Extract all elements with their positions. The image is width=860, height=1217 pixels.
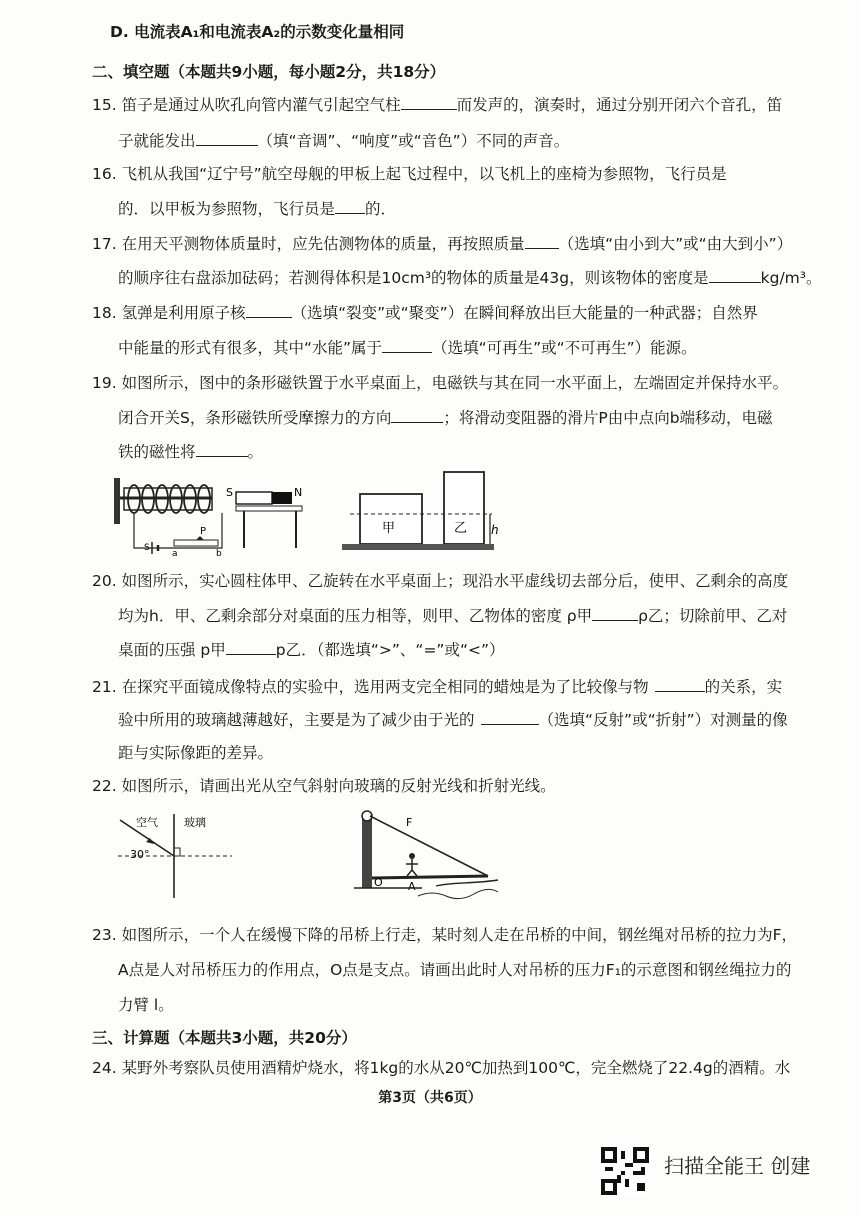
- label-p: P: [200, 526, 207, 537]
- q18-line1: 18. 氢弹是利用原子核 （选填“裂变”或“聚变”）在瞬间释放出巨大能量的一种武器；自然界: [92, 304, 758, 322]
- q16-line2: 的．以甲板为参照物，飞行员是 的．: [118, 200, 397, 218]
- figure-20-cylinders: [340, 468, 500, 554]
- q19-line2: 闭合开关S，条形磁铁所受摩擦力的方向 ；将滑动变阻器的滑片P由中点向b端移动，电磁: [118, 409, 773, 427]
- figure-23-drawbridge: [352, 806, 502, 900]
- q23-line2: A点是人对吊桥压力的作用点，O点是支点。请画出此时人对吊桥的压力F₁的示意图和钢丝绳拉力的: [118, 961, 792, 979]
- label-s: S: [226, 486, 233, 499]
- label-f: F: [406, 816, 413, 829]
- label-glass: 玻璃: [184, 816, 206, 829]
- section-3-heading: 三、计算题（本题共3小题，共20分）: [92, 1029, 357, 1047]
- label-jia: 甲: [382, 521, 396, 536]
- q17-blank2[interactable]: [709, 268, 761, 283]
- q18-blank2[interactable]: [382, 338, 432, 353]
- label-o: O: [374, 876, 383, 889]
- q20-line2: 均为h．甲、乙剩余部分对桌面的压力相等，则甲、乙物体的密度 ρ甲 ρ乙；切除前甲、乙对: [118, 607, 788, 625]
- q23-line3: 力臂 l。: [118, 996, 174, 1014]
- q16-line1: 16. 飞机从我国“辽宁号”航空母舰的甲板上起飞过程中，以飞机上的座椅为参照物，飞行员是: [92, 165, 727, 183]
- label-s-switch: S: [144, 543, 150, 553]
- q20-line3: 桌面的压强 p甲 p乙．（都选填“>”、“=”或“<”）: [118, 641, 505, 659]
- q20-line1: 20. 如图所示，实心圆柱体甲、乙旋转在水平桌面上；现沿水平虚线切去部分后，使甲、乙剩余的高度: [92, 572, 789, 590]
- label-h: h: [491, 523, 499, 537]
- label-n: N: [294, 486, 303, 499]
- q19-blank1[interactable]: [391, 408, 443, 423]
- label-yi: 乙: [454, 521, 468, 536]
- label-a: a: [172, 549, 178, 556]
- q24-line: 24. 某野外考察队员使用酒精炉烧水，将1kg的水从20℃加热到100℃，完全燃烧了22.4g的酒精。水: [92, 1059, 791, 1077]
- label-pa: A: [408, 880, 416, 893]
- q20-blank1[interactable]: [592, 606, 638, 621]
- q15-blank2[interactable]: [196, 131, 258, 146]
- label-angle: 30°: [130, 848, 150, 861]
- label-air: 空气: [136, 816, 158, 829]
- figure-19-electromagnet: [112, 470, 317, 556]
- qr-code-icon: [601, 1147, 649, 1195]
- q19-line1: 19. 如图所示，图中的条形磁铁置于水平桌面上，电磁铁与其在同一水平面上，左端固定并保持水平。: [92, 374, 789, 392]
- q21-blank2[interactable]: [481, 710, 539, 725]
- page-footer: 第3页（共6页）: [378, 1090, 482, 1106]
- q16-blank[interactable]: [335, 199, 365, 214]
- q20-blank2[interactable]: [226, 640, 276, 655]
- q18-line2: 中能量的形式有很多，其中“水能”属于 （选填“可再生”或“不可再生”）能源。: [118, 339, 697, 357]
- q19-line3: 铁的磁性将 。: [118, 443, 264, 461]
- q21-line3: 距与实际像距的差异。: [118, 744, 274, 762]
- q17-blank1[interactable]: [525, 234, 559, 249]
- q15-line2: 子就能发出 （填“音调”、“响度”或“音色”）不同的声音。: [118, 132, 570, 150]
- option-d: D. 电流表A₁和电流表A₂的示数变化量相同: [110, 23, 405, 41]
- section-2-heading: 二、填空题（本题共9小题，每小题2分，共18分）: [92, 63, 446, 81]
- q22-line: 22. 如图所示，请画出光从空气斜射向玻璃的反射光线和折射光线。: [92, 777, 556, 795]
- q15-line1: 15. 笛子是通过从吹孔向管内灌气引起空气柱 而发声的，演奏时，通过分别开闭六个音孔，笛: [92, 96, 783, 114]
- figure-22-light-ray: [110, 808, 245, 900]
- q19-blank2[interactable]: [196, 442, 248, 457]
- q21-line2: 验中所用的玻璃越薄越好，主要是为了减少由于光的 （选填“反射”或“折射”）对测量的像: [118, 711, 788, 729]
- q21-line1: 21. 在探究平面镜成像特点的实验中，选用两支完全相同的蜡烛是为了比较像与物 的关系，实: [92, 678, 783, 696]
- scanner-watermark: 扫描全能王 创建: [664, 1154, 811, 1178]
- q15-blank1[interactable]: [401, 95, 457, 110]
- label-b: b: [216, 549, 222, 556]
- q17-line1: 17. 在用天平测物体质量时，应先估测物体的质量，再按照质量 （选填“由小到大”或“由大到小”）: [92, 235, 793, 253]
- q17-line2: 的顺序往右盘添加砝码；若测得体积是10cm³的物体的质量是43g，则该物体的密度是 kg/m³。: [118, 269, 822, 287]
- q21-blank1[interactable]: [655, 677, 705, 692]
- q23-line1: 23. 如图所示，一个人在缓慢下降的吊桥上行走，某时刻人走在吊桥的中间，钢丝绳对吊桥的拉力为F，: [92, 926, 797, 944]
- q18-blank1[interactable]: [246, 303, 292, 318]
